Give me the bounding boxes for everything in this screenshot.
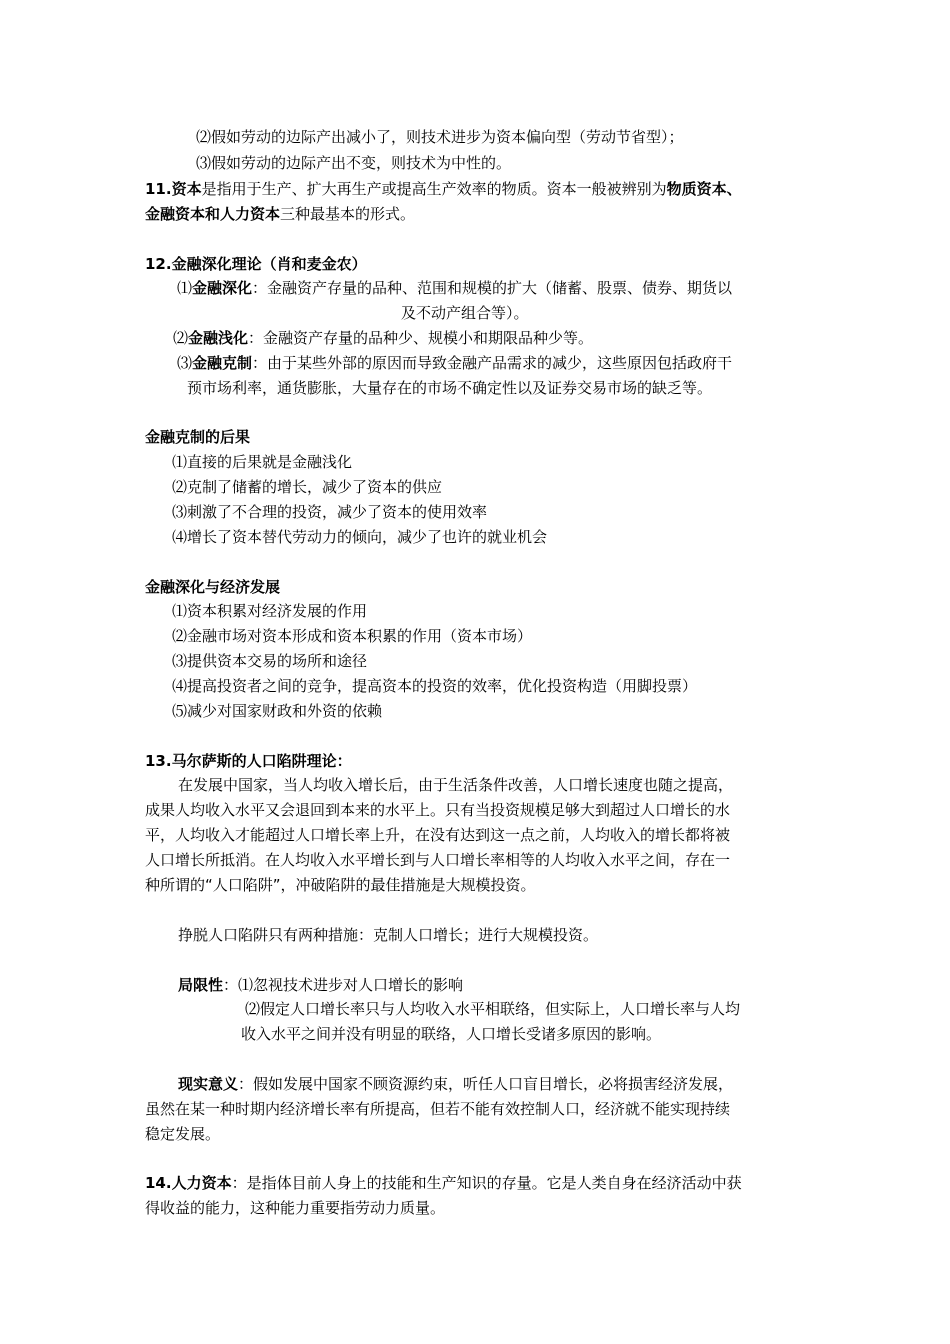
repression-heading: 金融克制的后果 <box>145 428 251 446</box>
section-13-limit-2-cont: 收入水平之间并没有明显的联络，人口增长受诸多原因的影响。 <box>241 1025 662 1043</box>
section-11-term: 资本 <box>171 180 202 198</box>
repression-item: ⑴直接的后果就是金融浅化 <box>172 453 353 471</box>
section-11-number: 11. <box>145 180 172 198</box>
section-12-item-2-num: ⑵ <box>173 329 189 347</box>
section-12-item-3-num: ⑶ <box>177 354 193 372</box>
section-13-meaning-1: ：假如发展中国家不顾资源约束，听任人口盲目增长，必将损害经济发展， <box>238 1075 734 1093</box>
section-12-heading: 12.金融深化理论（肖和麦金农） <box>145 255 367 273</box>
section-11-line-1 <box>145 179 742 199</box>
section-14-line-2: 得收益的能力，这种能力重要指劳动力质量。 <box>145 1199 446 1217</box>
section-12-item-3 <box>177 353 732 373</box>
section-12-item-1 <box>177 278 732 298</box>
section-13-meaning-label: 现实意义 <box>178 1075 239 1093</box>
tech-bias-item-2: ⑵假如劳动的边际产出减小了，则技术进步为资本偏向型（劳动节省型）； <box>196 128 684 146</box>
deepening-item: ⑴资本积累对经济发展的作用 <box>172 602 368 620</box>
section-11-bold-1: 物质资本、 <box>666 180 742 198</box>
section-11-line-2 <box>145 204 415 224</box>
deepening-item: ⑵金融市场对资本形成和资本积累的作用（资本市场） <box>172 627 533 645</box>
section-14-term: 人力资本 <box>171 1174 232 1192</box>
section-12-item-3-cont: 预市场利率，通货膨胀，大量存在的市场不确定性以及证券交易市场的缺乏等。 <box>187 379 713 397</box>
section-11-bold-2: 金融资本和人力资本 <box>145 205 281 223</box>
section-13-para-line: 成果人均收入水平又会退回到本来的水平上。只有当投资规模足够大到超过人口增长的水 <box>145 801 731 819</box>
section-12-item-2-text: ：金融资产存量的品种少、规模小和期限品种少等。 <box>248 329 594 347</box>
section-13-limit-2: ⑵假定人口增长率只与人均收入水平相联络，但实际上，人口增长率与人均 <box>245 1000 741 1018</box>
tech-bias-item-3: ⑶假如劳动的边际产出不变，则技术为中性的。 <box>196 154 512 172</box>
section-12-item-2-term: 金融浅化 <box>188 329 249 347</box>
section-13-para-line: 人口增长所抵消。在人均收入水平增长到与人口增长率相等的人均收入水平之间，存在一 <box>145 851 731 869</box>
section-13-para-line: 在发展中国家，当人均收入增长后，由于生活条件改善，人口增长速度也随之提高， <box>178 776 734 794</box>
section-13-limit-1: ：⑴忽视技术进步对人口增长的影响 <box>223 976 464 994</box>
section-12-item-1-num: ⑴ <box>177 279 193 297</box>
section-13-limit <box>178 975 463 995</box>
section-13-limit-label: 局限性 <box>178 976 224 994</box>
section-14-number: 14. <box>145 1174 172 1192</box>
section-12-item-3-text: ：由于某些外部的原因而导致金融产品需求的减少，这些原因包括政府干 <box>252 354 733 372</box>
section-13-heading: 13.马尔萨斯的人口陷阱理论： <box>145 752 352 770</box>
section-13-para-line: 种所谓的“人口陷阱”，冲破陷阱的最佳措施是大规模投资。 <box>145 876 536 894</box>
section-12-item-1-cont: 及不动产组合等）。 <box>401 304 529 322</box>
section-12-item-3-term: 金融克制 <box>192 354 253 372</box>
repression-item: ⑷增长了资本替代劳动力的倾向，减少了也许的就业机会 <box>172 528 548 546</box>
section-12-item-1-term: 金融深化 <box>192 279 253 297</box>
section-13-meaning <box>178 1074 733 1094</box>
repression-item: ⑶刺激了不合理的投资，减少了资本的使用效率 <box>172 503 488 521</box>
section-11-text-1: 是指用于生产、扩大再生产或提高生产效率的物质。资本一般被辨别为 <box>201 180 667 198</box>
section-12-item-2 <box>173 328 593 348</box>
section-13-meaning-line: 虽然在某一种时期内经济增长率有所提高，但若不能有效控制人口，经济就不能实现持续 <box>145 1100 731 1118</box>
section-11-text-2: 三种最基本的形式。 <box>280 205 416 223</box>
deepening-item: ⑸减少对国家财政和外资的依赖 <box>172 702 383 720</box>
section-14-text-1: ：是指体目前人身上的技能和生产知识的存量。它是人类自身在经济活动中获 <box>231 1174 742 1192</box>
repression-item: ⑵克制了储蓄的增长，减少了资本的供应 <box>172 478 443 496</box>
section-14-line-1 <box>145 1173 742 1193</box>
deepening-heading: 金融深化与经济发展 <box>145 578 281 596</box>
deepening-item: ⑷提高投资者之间的竞争，提高资本的投资的效率，优化投资构造（用脚投票） <box>172 677 698 695</box>
section-13-para-line: 平，人均收入才能超过人口增长率上升，在没有达到这一点之前，人均收入的增长都将被 <box>145 826 731 844</box>
deepening-item: ⑶提供资本交易的场所和途径 <box>172 652 368 670</box>
section-13-escape: 挣脱人口陷阱只有两种措施：克制人口增长；进行大规模投资。 <box>178 926 599 944</box>
section-12-item-1-text: ：金融资产存量的品种、范围和规模的扩大（储蓄、股票、债券、期货以 <box>252 279 733 297</box>
section-13-meaning-line: 稳定发展。 <box>145 1125 221 1143</box>
